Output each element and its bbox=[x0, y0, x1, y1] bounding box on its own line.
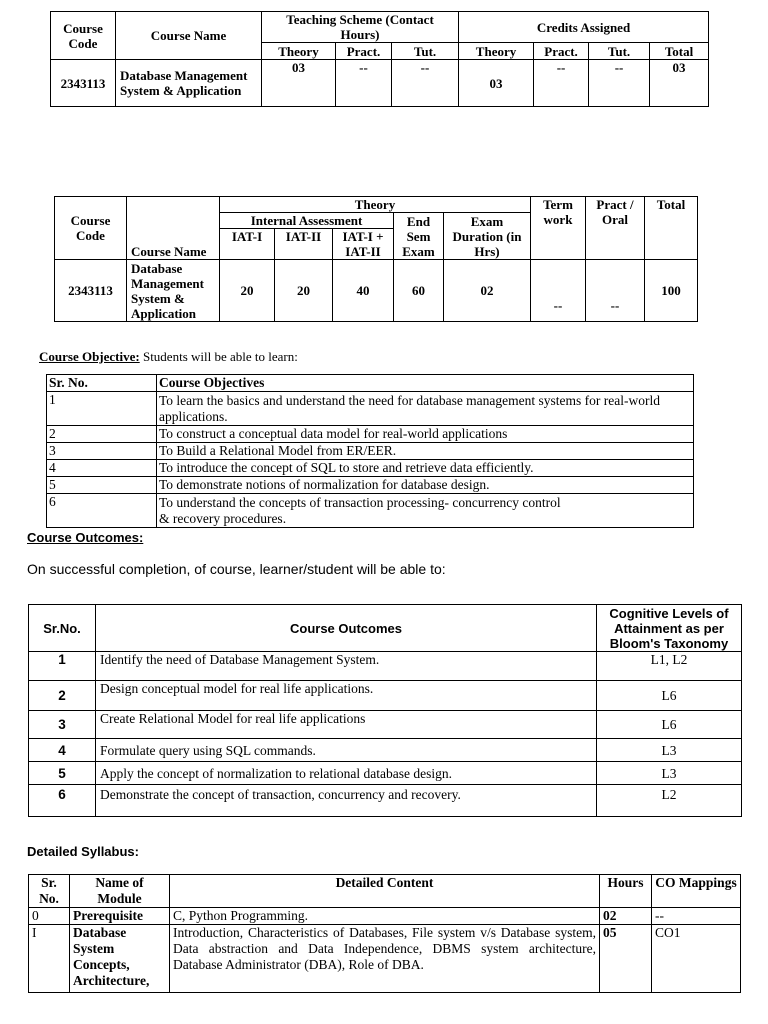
outcome-text: Demonstrate the concept of transaction, concurrency and recovery. bbox=[96, 785, 597, 817]
outcome-sr: 1 bbox=[29, 652, 96, 681]
outcome-level: L6 bbox=[597, 711, 742, 739]
objective-sr: 4 bbox=[47, 460, 157, 477]
objective-text: To Build a Relational Model from ER/EER. bbox=[157, 443, 694, 460]
syllabus-content: C, Python Programming. bbox=[170, 908, 600, 925]
header-course-name: Course Name bbox=[127, 197, 220, 260]
end-sem-marks: 60 bbox=[394, 260, 444, 322]
theory-hours: 03 bbox=[262, 60, 336, 107]
outcome-text: Apply the concept of normalization to relational database design. bbox=[96, 762, 597, 785]
header-course-name: Course Name bbox=[116, 12, 262, 60]
header-sr-no: Sr. No. bbox=[29, 875, 70, 908]
syllabus-co: -- bbox=[652, 908, 741, 925]
term-work-marks: -- bbox=[531, 260, 586, 322]
header-credits-assigned: Credits Assigned bbox=[459, 12, 709, 43]
course-objective-label: Course Objective: bbox=[39, 349, 140, 364]
course-objective-intro: Students will be able to learn: bbox=[139, 349, 298, 364]
header-tut: Tut. bbox=[392, 43, 459, 60]
outcome-level: L3 bbox=[597, 739, 742, 762]
header-module-name: Name of Module bbox=[70, 875, 170, 908]
objective-text: To learn the basics and understand the need for database management systems for real-world applications. bbox=[157, 392, 694, 426]
outcome-sr: 2 bbox=[29, 681, 96, 711]
objective-text: To demonstrate notions of normalization for database design. bbox=[157, 477, 694, 494]
header-credit-total: Total bbox=[650, 43, 709, 60]
total-marks: 100 bbox=[645, 260, 698, 322]
iat1-iat2-marks: 40 bbox=[333, 260, 394, 322]
outcome-sr: 3 bbox=[29, 711, 96, 739]
header-iat2: IAT-II bbox=[275, 229, 333, 260]
header-course-objectives: Course Objectives bbox=[157, 375, 694, 392]
header-hours: Hours bbox=[600, 875, 652, 908]
objective-sr: 5 bbox=[47, 477, 157, 494]
header-course-code: Course Code bbox=[51, 12, 116, 60]
outcome-level: L6 bbox=[597, 681, 742, 711]
objective-sr: 6 bbox=[47, 494, 157, 528]
outcome-level: L3 bbox=[597, 762, 742, 785]
objective-sr: 1 bbox=[47, 392, 157, 426]
header-credit-tut: Tut. bbox=[589, 43, 650, 60]
header-total: Total bbox=[645, 197, 698, 260]
syllabus-sr: I bbox=[29, 925, 70, 993]
syllabus-hours: 02 bbox=[600, 908, 652, 925]
header-iat1: IAT-I bbox=[220, 229, 275, 260]
outcome-level: L2 bbox=[597, 785, 742, 817]
outcome-text: Formulate query using SQL commands. bbox=[96, 739, 597, 762]
header-course-outcomes: Course Outcomes bbox=[96, 605, 597, 652]
syllabus-co: CO1 bbox=[652, 925, 741, 993]
header-teaching-scheme: Teaching Scheme (Contact Hours) bbox=[262, 12, 459, 43]
pract-hours: -- bbox=[336, 60, 392, 107]
course-name: Database Management System & Application bbox=[127, 260, 220, 322]
course-outcomes-table bbox=[28, 604, 742, 817]
header-sr-no: Sr.No. bbox=[29, 605, 96, 652]
objective-text: To introduce the concept of SQL to store and retrieve data efficiently. bbox=[157, 460, 694, 477]
header-theory: Theory bbox=[262, 43, 336, 60]
header-co-mappings: CO Mappings bbox=[652, 875, 741, 908]
header-credit-pract: Pract. bbox=[534, 43, 589, 60]
examination-scheme-table bbox=[54, 196, 698, 322]
syllabus-content: Introduction, Characteristics of Databases, File system v/s Database system, Data abstraction and Data Independence, DBMS system architecture, Database Administrator (DBA), Role of DBA. bbox=[170, 925, 600, 993]
tut-hours: -- bbox=[392, 60, 459, 107]
course-outcomes-heading: Course Outcomes: bbox=[27, 530, 144, 545]
outcome-sr: 4 bbox=[29, 739, 96, 762]
teaching-scheme-table bbox=[50, 11, 709, 107]
outcome-level: L1, L2 bbox=[597, 652, 742, 681]
header-internal-assessment: Internal Assessment bbox=[220, 213, 394, 229]
credit-tut: -- bbox=[589, 60, 650, 107]
detailed-syllabus-heading: Detailed Syllabus: bbox=[27, 844, 139, 859]
exam-duration: 02 bbox=[444, 260, 531, 322]
header-exam-duration: Exam Duration (in Hrs) bbox=[444, 213, 531, 260]
iat1-marks: 20 bbox=[220, 260, 275, 322]
header-pract: Pract. bbox=[336, 43, 392, 60]
outcome-sr: 5 bbox=[29, 762, 96, 785]
credit-pract: -- bbox=[534, 60, 589, 107]
outcome-sr: 6 bbox=[29, 785, 96, 817]
header-iat1-iat2: IAT-I + IAT-II bbox=[333, 229, 394, 260]
header-course-code: Course Code bbox=[55, 197, 127, 260]
course-objectives-table bbox=[46, 374, 694, 528]
outcome-text: Design conceptual model for real life applications. bbox=[96, 681, 597, 711]
syllabus-hours: 05 bbox=[600, 925, 652, 993]
iat2-marks: 20 bbox=[275, 260, 333, 322]
detailed-syllabus-table bbox=[28, 874, 741, 993]
syllabus-sr: 0 bbox=[29, 908, 70, 925]
syllabus-module: Database System Concepts, Architecture, bbox=[70, 925, 170, 993]
objective-sr: 3 bbox=[47, 443, 157, 460]
objective-text: To construct a conceptual data model for real-world applications bbox=[157, 426, 694, 443]
outcome-text: Identify the need of Database Management System. bbox=[96, 652, 597, 681]
course-name: Database Management System & Application bbox=[116, 60, 262, 107]
pract-oral-marks: -- bbox=[586, 260, 645, 322]
syllabus-module: Prerequisite bbox=[70, 908, 170, 925]
course-objective-heading bbox=[39, 349, 298, 365]
header-detailed-content: Detailed Content bbox=[170, 875, 600, 908]
header-sr-no: Sr. No. bbox=[47, 375, 157, 392]
outcome-text: Create Relational Model for real life applications bbox=[96, 711, 597, 739]
header-theory: Theory bbox=[220, 197, 531, 213]
course-code: 2343113 bbox=[55, 260, 127, 322]
header-pract-oral: Pract / Oral bbox=[586, 197, 645, 260]
header-credit-theory: Theory bbox=[459, 43, 534, 60]
objective-text: To understand the concepts of transaction processing- concurrency control & recovery procedures. bbox=[157, 494, 694, 528]
credit-theory: 03 bbox=[459, 60, 534, 107]
header-end-sem-exam: End Sem Exam bbox=[394, 213, 444, 260]
header-term-work: Term work bbox=[531, 197, 586, 260]
credit-total: 03 bbox=[650, 60, 709, 107]
course-code: 2343113 bbox=[51, 60, 116, 107]
objective-sr: 2 bbox=[47, 426, 157, 443]
course-outcomes-intro: On successful completion, of course, learner/student will be able to: bbox=[27, 561, 446, 577]
header-cognitive-levels: Cognitive Levels of Attainment as per Bloom's Taxonomy bbox=[597, 605, 742, 652]
